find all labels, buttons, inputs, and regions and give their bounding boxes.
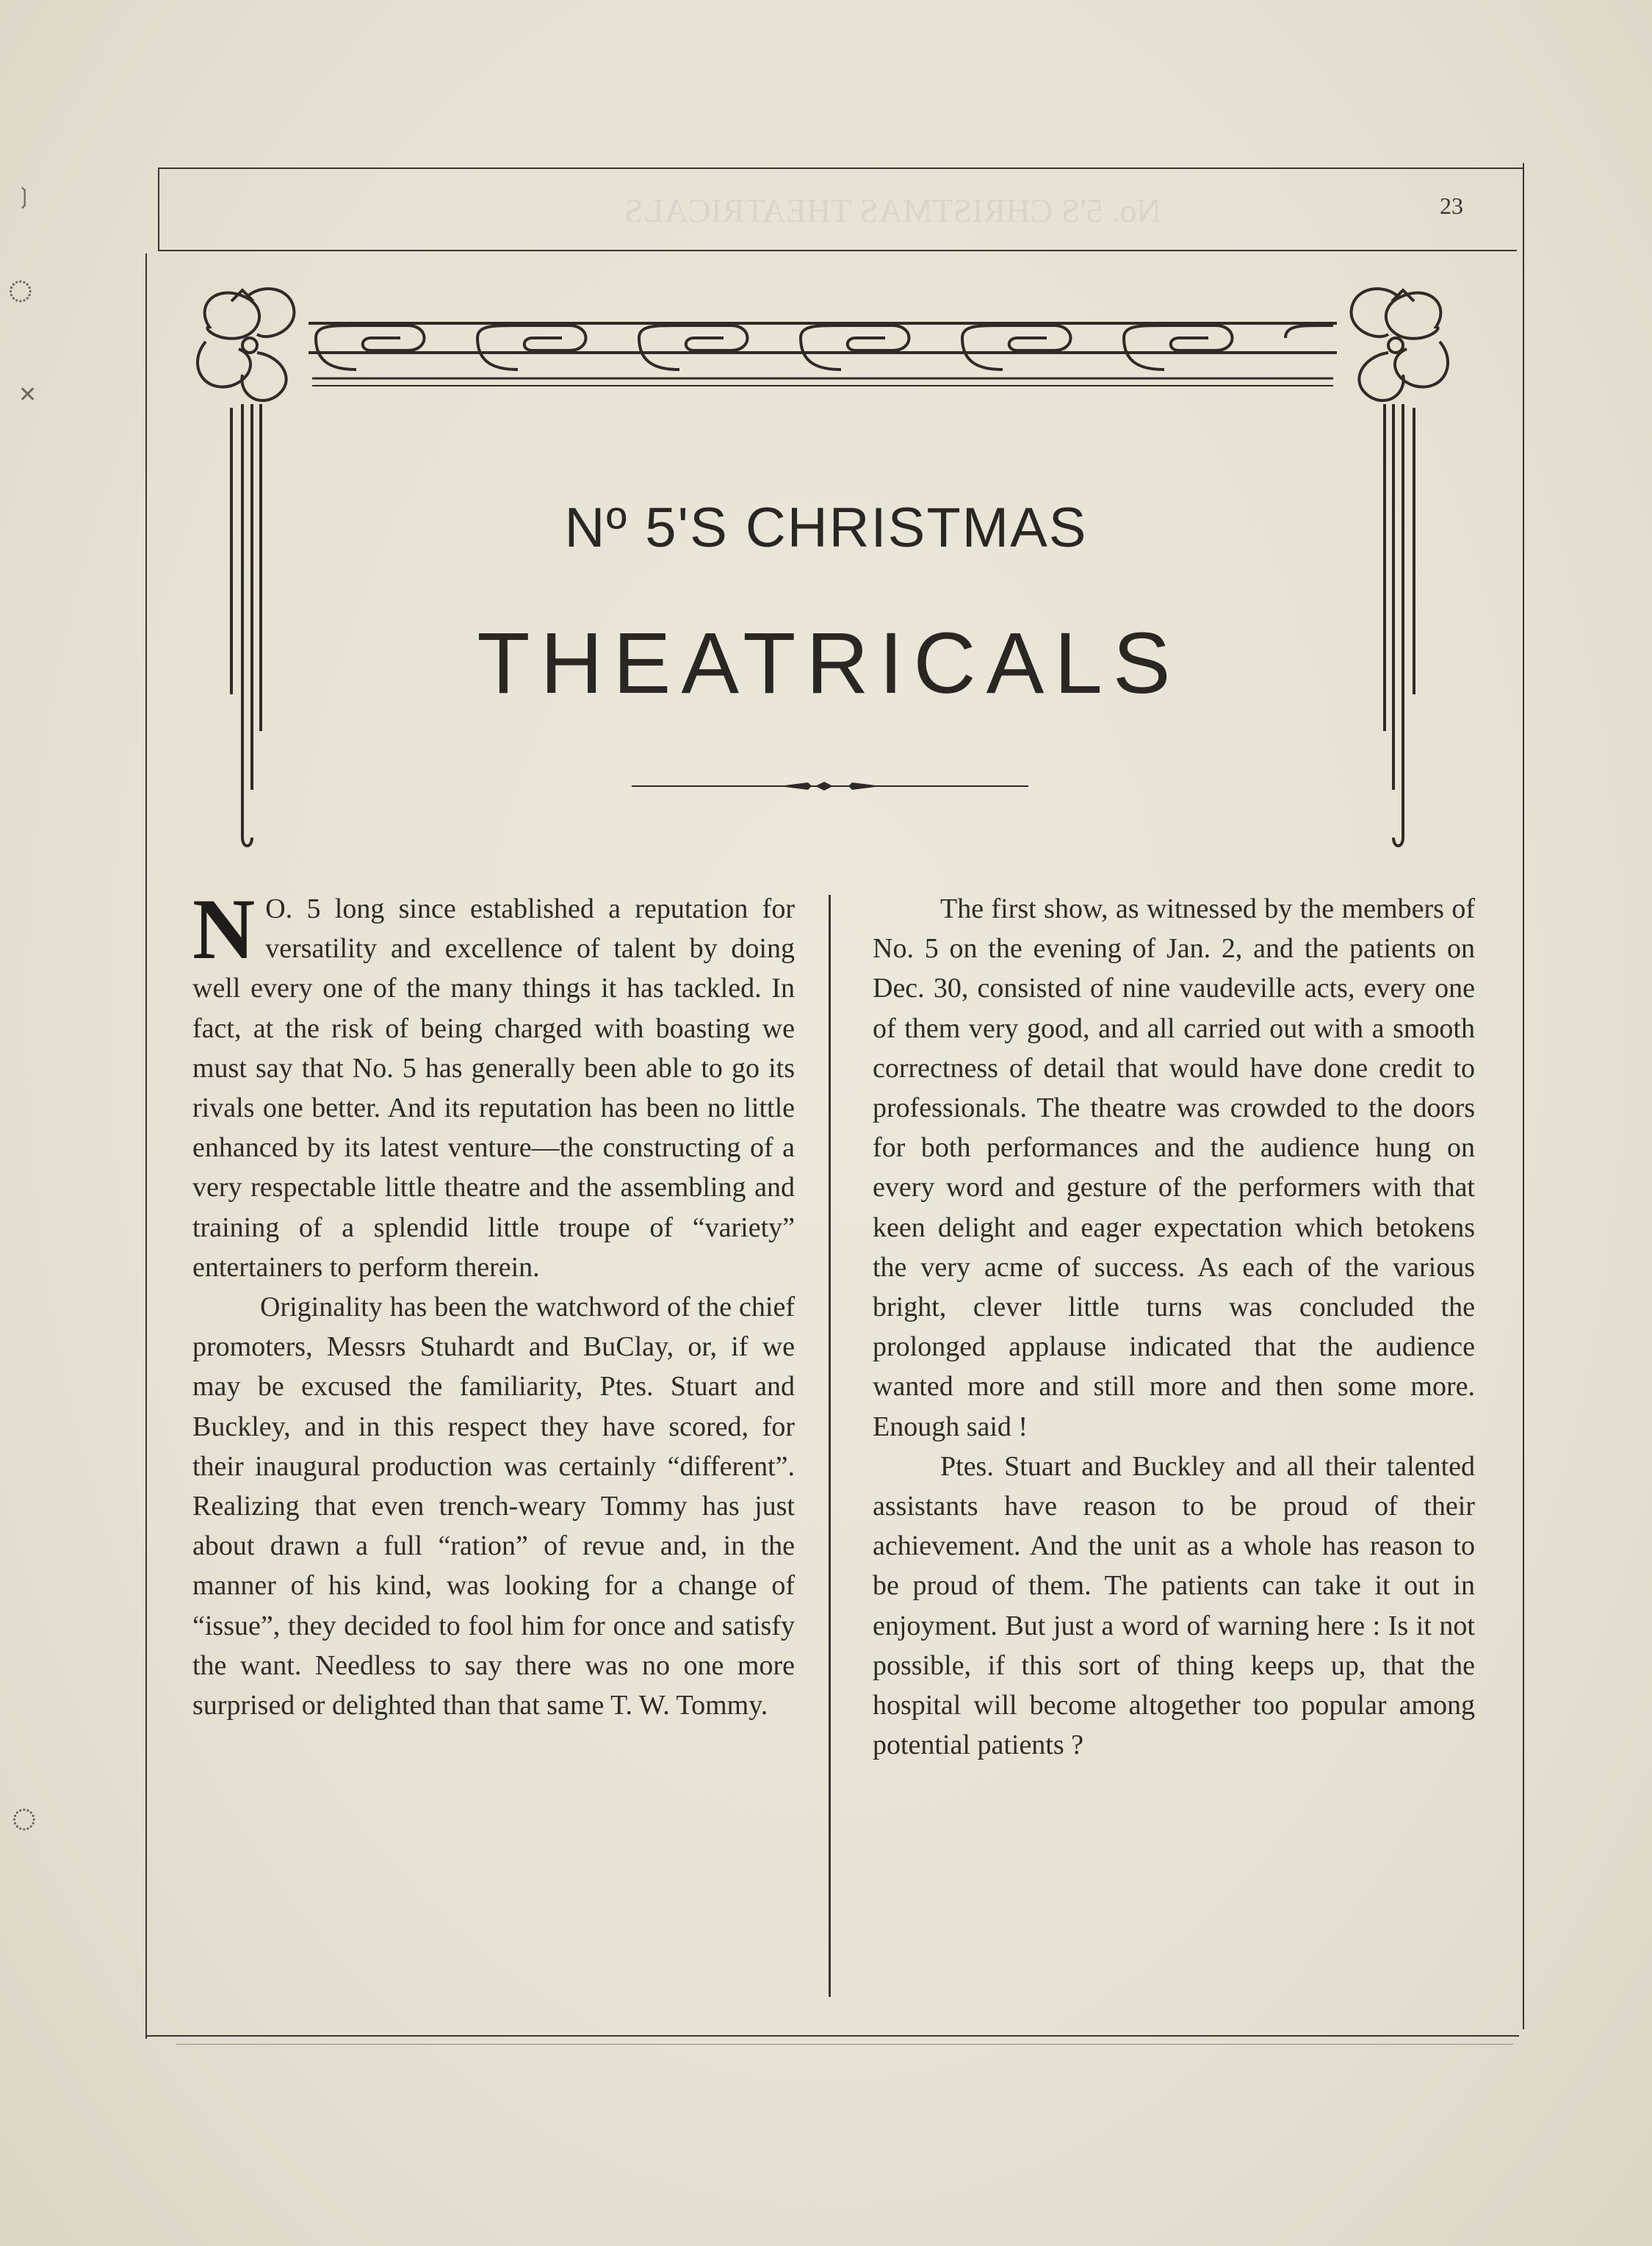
article-paragraph-3: The first show, as witnessed by the members of No. 5 on the evening of Jan. 2, and the patients on Dec. 30, consisted of nine vaudeville acts, every one of them very good, and all carried out with a smooth correctness of detail that would have done credit to professionals. The theatre was crowded to the doors for both performances and the audience hung on every word and gesture of the performers with that keen delight and eager expectation which betokens the very acme of success. As each of the various bright, clever little turns was concluded the prolonged applause indicated that the audience wanted more and still more and then some more. Enough said ! [873,893,1475,1442]
drop-cap: N [192,881,256,977]
page-number: 23 [1440,192,1463,219]
top-frame-rule [158,168,1524,169]
binding-mark: ❳ [15,184,34,209]
bottom-frame-rule [145,2035,1519,2037]
binding-mark: ✕ [18,383,37,407]
right-frame-rule [1523,163,1524,2029]
title-line-2: THEATRICALS [477,615,1181,712]
art-nouveau-frame [187,283,1458,849]
paragraph-text: O. 5 long since established a reputation for versatility and excellence of talent by doing well every one of the many things it has tackled. In fact, at the risk of being charged with boasting we must say that No. 5 has generally been able to go its rivals one better. And its reputation has been no little enhanced by its latest venture—the constructing of a very respectable little theatre and the assembling and training of a splendid little troupe of “variety” entertainers to perform therein. [192,893,795,1283]
bottom-frame-rule-2 [176,2044,1513,2045]
article-paragraph-4: Ptes. Stuart and Buckley and all their talented assistants have reason to be proud of their achievement. And the unit as a whole has reason to be proud of them. The patients can take it out in enjoyment. But just a word of warning here : Is it not possible, if this sort of thing keeps up, that the hospital will become altogether too popular among potential patients ? [873,1450,1475,1761]
column-divider [829,895,831,1997]
header-rule [158,250,1517,251]
title-line-1: Nº 5'S CHRISTMAS [564,497,1088,559]
binding-mark: ◌ [7,265,34,314]
article-left-column [192,881,795,1725]
binding-mark: ◌ [11,1793,37,1842]
ornamental-divider [632,775,1028,797]
article-paragraph-1 [192,881,795,1287]
bleed-through: No. 5'S CHRISTMAS THEATRICALS [624,192,1161,229]
article-right-column [873,889,1475,1765]
left-frame-rule [158,169,159,250]
article-paragraph-2: Originality has been the watchword of the chief promoters, Messrs Stuhardt and BuClay, or, if we may be excused the familiarity, Ptes. Stuart and Buckley, and in this respect they have scored, for their inaugural production was certainly “different”. Realizing that even trench-weary Tommy has just about drawn a full “ration” of revue and, in the manner of his kind, was looking for a change of “issue”, they decided to fool him for once and satisfy the want. Needless to say there was no one more surprised or delighted than that same T. W. Tommy. [192,1292,795,1721]
